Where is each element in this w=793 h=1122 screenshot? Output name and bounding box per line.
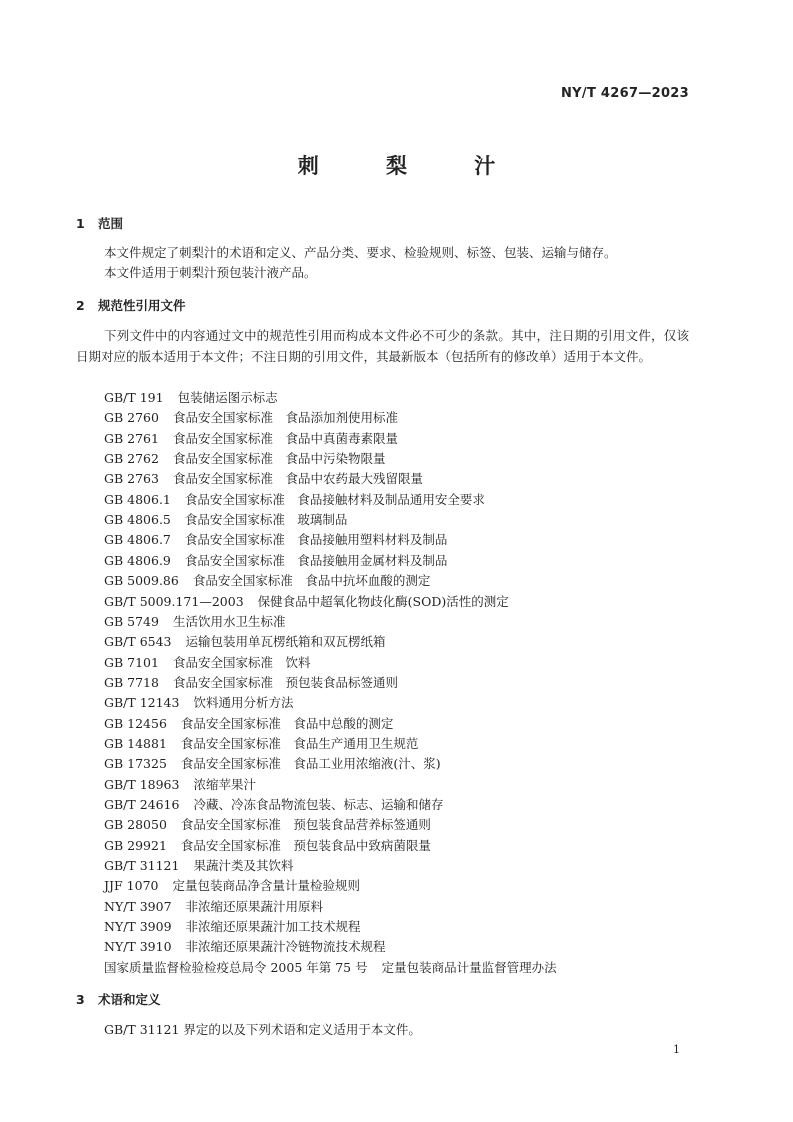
reference-code: GB 29921: [104, 837, 167, 853]
reference-title: 冷藏、冷冻食品物流包装、标志、运输和储存: [193, 797, 444, 812]
reference-title: 食品安全国家标准 食品工业用浓缩液(汁、浆): [180, 756, 441, 772]
reference-code: GB/T 31121: [104, 858, 180, 874]
reference-item: [104, 551, 447, 569]
reference-code: GB 12456: [104, 715, 167, 731]
reference-code: GB 5749: [104, 613, 159, 629]
reference-code: GB 4806.1: [104, 491, 171, 507]
reference-code: GB 4806.7: [104, 532, 171, 548]
reference-code: GB 2761: [104, 430, 159, 446]
reference-title: 食品安全国家标准 食品中总酸的测定: [180, 715, 394, 731]
reference-title: 包装储运图示标志: [177, 390, 278, 405]
document-title: 刺 梨 汁: [297, 154, 526, 178]
reference-item: [104, 734, 418, 752]
reference-code: GB 17325: [104, 756, 167, 772]
reference-title: 食品安全国家标准 食品接触材料及制品通用安全要求: [184, 491, 485, 507]
reference-item: [104, 510, 347, 528]
reference-title: 食品安全国家标准 食品中农药最大残留限量: [172, 471, 423, 487]
reference-title: 饮料通用分析方法: [193, 695, 294, 711]
reference-title: 食品安全国家标准 食品接触用塑料材料及制品: [184, 532, 448, 548]
reference-code: GB/T 6543: [104, 634, 172, 650]
reference-title: 保健食品中超氧化物歧化酶(SOD)活性的测定: [257, 593, 509, 609]
reference-code: GB 2763: [104, 471, 159, 487]
section-title: 术语和定义: [98, 992, 161, 1007]
reference-title: 食品安全国家标准 食品接触用金属材料及制品: [184, 552, 448, 568]
reference-title: 食品安全国家标准 食品中污染物限量: [172, 451, 386, 467]
reference-code: GB 14881: [104, 735, 167, 751]
reference-code: GB 28050: [104, 817, 167, 833]
reference-item: [104, 673, 398, 691]
reference-code: GB/T 18963: [104, 776, 180, 792]
reference-item: [104, 612, 285, 630]
reference-title: 食品安全国家标准 食品生产通用卫生规范: [180, 735, 419, 751]
reference-code: GB 2762: [104, 451, 159, 467]
section-number: 2: [76, 298, 85, 313]
standard-number: NY/T 4267—2023: [561, 86, 689, 101]
section-2-intro: 下列文件中的内容通过文中的规范性引用而构成本文件必不可少的条款。其中，注日期的引用文件，仅该日期对应的版本适用于本文件；不注日期的引用文件，其最新版本（包括所有的修改单）适用于本文件。: [76, 328, 689, 364]
reference-code: GB 2760: [104, 410, 159, 426]
reference-item: [104, 592, 509, 610]
reference-code: GB 5009.86: [104, 573, 179, 589]
reference-title: 食品安全国家标准 食品中抗坏血酸的测定: [192, 573, 431, 589]
reference-title: 食品安全国家标准 预包装食品中致病菌限量: [180, 837, 431, 853]
reference-item: [104, 795, 443, 813]
section-number: 3: [76, 992, 85, 1007]
reference-item: [104, 815, 431, 833]
section-1-paragraph: 本文件适用于刺梨汁预包装汁液产品。: [104, 265, 317, 280]
reference-code: GB/T 12143: [104, 695, 180, 711]
reference-item: [104, 856, 293, 874]
reference-code: NY/T 3907: [104, 898, 172, 914]
reference-title: 食品安全国家标准 预包装食品标签通则: [172, 674, 398, 690]
reference-title: 生活饮用水卫生标准: [172, 613, 286, 629]
reference-title: 定量包装商品净含量计量检验规则: [172, 878, 360, 894]
reference-code: GB 7718: [104, 674, 159, 690]
section-title: 范围: [98, 216, 124, 231]
reference-title: 非浓缩还原果蔬汁加工技术规程: [185, 919, 361, 935]
reference-item: [104, 632, 386, 650]
reference-title: 食品安全国家标准 预包装食品营养标签通则: [180, 817, 431, 833]
reference-code: NY/T 3909: [104, 919, 172, 935]
section-number: 1: [76, 216, 85, 231]
section-1-paragraph: 本文件规定了刺梨汁的术语和定义、产品分类、要求、检验规则、标签、包装、运输与储存。: [104, 245, 617, 260]
section-3-heading: [76, 990, 161, 1008]
reference-item: [104, 836, 431, 854]
section-title: 规范性引用文件: [98, 298, 186, 313]
reference-code: 国家质量监督检验检疫总局令 2005 年第 75 号: [104, 959, 368, 975]
reference-title: 运输包装用单瓦楞纸箱和双瓦楞纸箱: [185, 634, 386, 650]
reference-code: GB/T 191: [104, 390, 164, 405]
reference-code: NY/T 3910: [104, 939, 172, 955]
reference-item: [104, 408, 398, 426]
reference-item: [104, 490, 485, 508]
reference-title: 食品安全国家标准 食品中真菌毒素限量: [172, 430, 398, 446]
reference-item: [104, 469, 423, 487]
reference-title: 果蔬汁类及其饮料: [193, 858, 294, 874]
reference-title: 浓缩苹果汁: [193, 776, 256, 792]
reference-item: [104, 937, 386, 955]
section-2-heading: [76, 296, 186, 314]
reference-code: GB/T 5009.171—2003: [104, 593, 244, 609]
reference-item: [104, 897, 323, 915]
reference-title: 食品安全国家标准 食品添加剂使用标准: [172, 410, 398, 426]
section-1-heading: [76, 214, 123, 232]
reference-item: [104, 775, 256, 793]
reference-item: [104, 917, 361, 935]
reference-item: [104, 653, 310, 671]
reference-code: GB 4806.5: [104, 512, 171, 528]
reference-item: [104, 958, 557, 976]
reference-title: 非浓缩还原果蔬汁冷链物流技术规程: [185, 939, 386, 955]
reference-title: 食品安全国家标准 玻璃制品: [184, 512, 348, 528]
reference-title: 食品安全国家标准 饮料: [172, 654, 311, 670]
reference-code: GB 4806.9: [104, 552, 171, 568]
reference-item: [104, 754, 441, 772]
reference-code: GB/T 24616: [104, 797, 180, 812]
reference-item: [104, 714, 393, 732]
page-number: 1: [673, 1043, 680, 1056]
reference-item: [104, 429, 398, 447]
reference-item: [104, 571, 430, 589]
section-3-intro: GB/T 31121 界定的以及下列术语和定义适用于本文件。: [104, 1022, 421, 1037]
reference-code: JJF 1070: [104, 878, 159, 894]
reference-title: 定量包装商品计量监督管理办法: [381, 959, 557, 975]
reference-item: [104, 876, 360, 894]
reference-item: [104, 388, 278, 406]
reference-title: 非浓缩还原果蔬汁用原料: [185, 898, 324, 914]
reference-item: [104, 449, 385, 467]
reference-item: [104, 530, 447, 548]
reference-item: [104, 693, 293, 711]
reference-code: GB 7101: [104, 654, 159, 670]
